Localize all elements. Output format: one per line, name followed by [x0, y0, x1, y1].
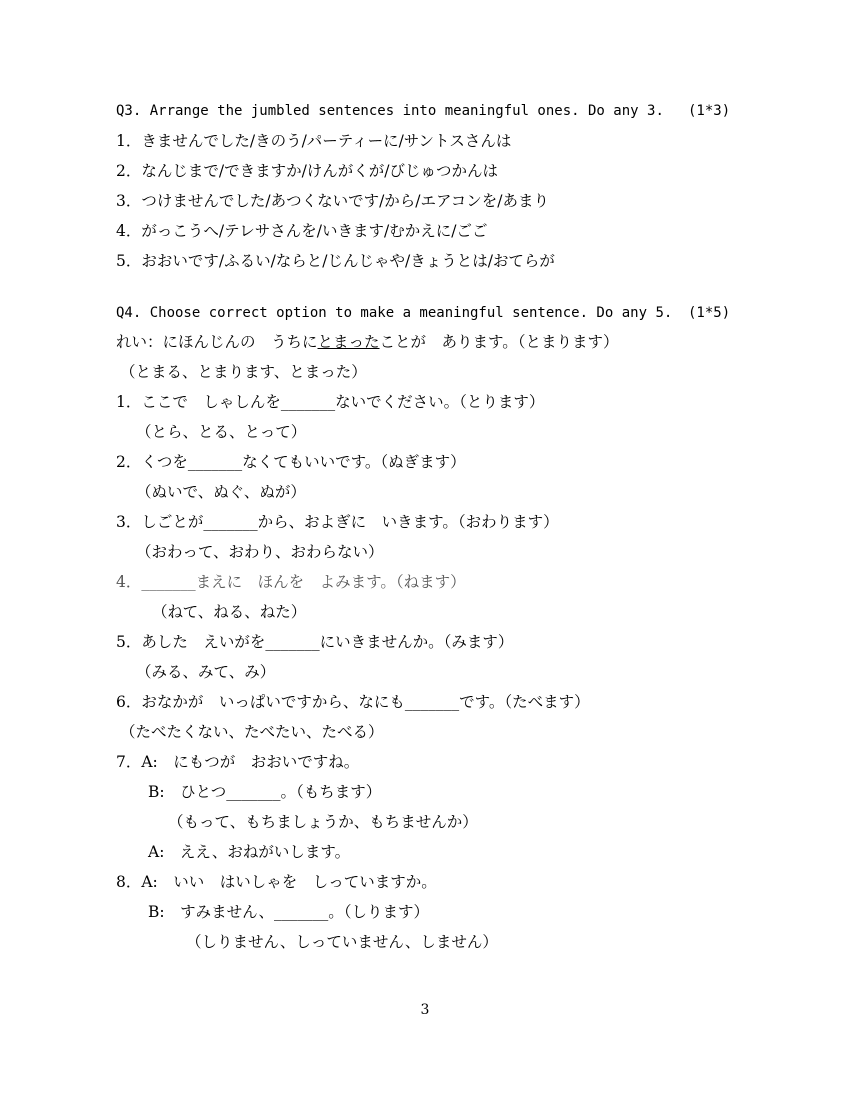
q3-heading: Q3. Arrange the jumbled sentences into meaningful ones. Do any 3. [116, 103, 664, 119]
q4-item-6: 6．おなかが いっぱいですから、なにも_______です。（たべます） [116, 693, 590, 711]
q4-item-3-options: （おわって、おわり、おわらない） [136, 543, 384, 561]
q4-item-7-options: （もって、もちましょうか、もちませんか） [168, 813, 478, 831]
q4-item-5: 5．あした えいがを_______にいきませんか。（みます） [116, 633, 514, 651]
example-before: れい：にほんじんの うちに [116, 333, 318, 351]
q3-item-3: 3．つけませんでした/あつくないです/から/エアコンを/あまり [116, 192, 549, 210]
q4-example [116, 332, 619, 352]
q4-item-6-options: （たべたくない、たべたい、たべる） [120, 723, 384, 741]
q3-item-4: 4．がっこうへ/テレサさんを/いきます/むかえに/ごご [116, 222, 488, 240]
q4-item-8-options: （しりません、しっていません、しません） [186, 933, 498, 951]
q3-item-2: 2．なんじまで/できますか/けんがくが/びじゅつかんは [116, 162, 499, 180]
q4-item-2: 2．くつを_______なくてもいいです。（ぬぎます） [116, 453, 466, 471]
q4-item-4-options: （ねて、ねる、ねた） [152, 603, 307, 621]
example-answer: とまった [317, 333, 380, 351]
q3-item-5: 5．おおいです/ふるい/ならと/じんじゃや/きょうとは/おてらが [116, 252, 555, 270]
q4-item-1-options: （とら、とる、とって） [136, 423, 307, 441]
q4-item-8-a: 8．A: いい はいしゃを しっていますか。 [116, 873, 437, 891]
q4-item-2-options: （ぬいで、ぬぐ、ぬが） [136, 483, 306, 501]
example-after: ことが あります。（とまります） [379, 333, 619, 351]
q4-item-7-b: B: ひとつ_______。（もちます） [148, 783, 382, 801]
q4-item-8-b: B: すみません、_______。（しります） [148, 903, 430, 921]
q3-marks: (1*3) [688, 103, 731, 119]
q4-item-3: 3．しごとが_______から、およぎに いきます。（おわります） [116, 513, 559, 531]
q4-item-5-options: （みる、みて、み） [136, 663, 276, 681]
q4-heading: Q4. Choose correct option to make a meaningful sentence. Do any 5. [116, 305, 673, 321]
q4-item-4: 4．_______まえに ほんを よみます。（ねます） [116, 573, 466, 591]
q4-item-7-a: 7．A: にもつが おおいですね。 [116, 753, 360, 771]
q4-item-1: 1．ここで しゃしんを_______ないでください。（とります） [116, 393, 545, 411]
q3-item-1: 1．きませんでした/きのう/パーティーに/サントスさんは [116, 132, 512, 150]
q4-marks: (1*5) [688, 305, 731, 321]
page-number: 3 [420, 1002, 430, 1018]
q4-item-7-a2: A: ええ、おねがいします。 [148, 843, 351, 861]
q4-example-options: （とまる、とまります、とまった） [120, 363, 367, 381]
